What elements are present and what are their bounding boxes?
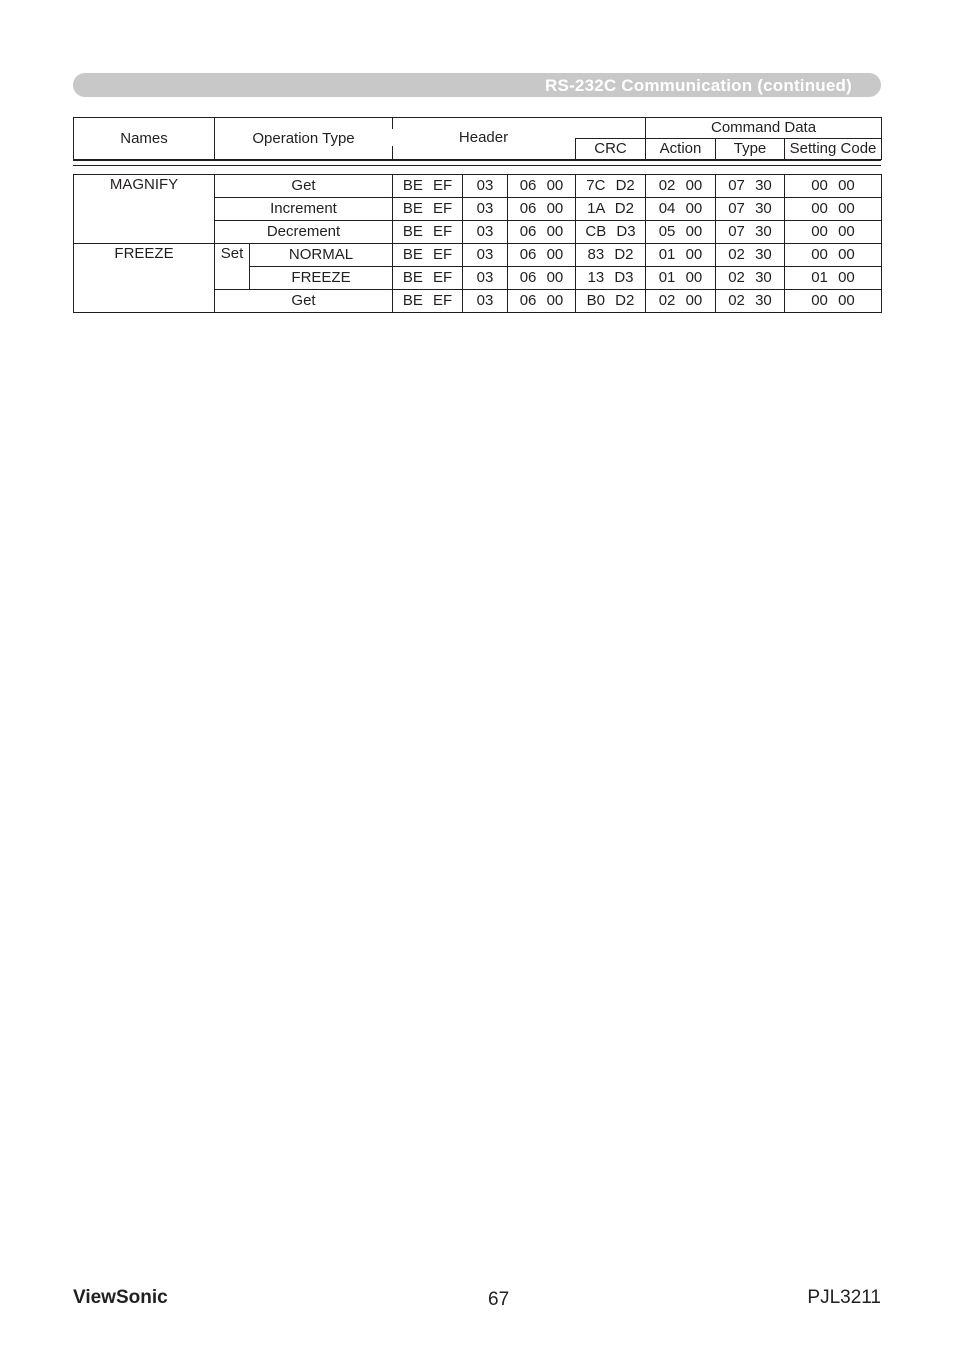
cell-type: 07 30 [716, 175, 785, 198]
cell-header-2: 03 [463, 198, 508, 221]
cell-header-2: 03 [463, 290, 508, 313]
header-separator-line [73, 165, 881, 166]
table-row [74, 244, 882, 267]
cell-crc: B0 D2 [576, 290, 646, 313]
cell-header-2: 03 [463, 267, 508, 290]
section-header-bar [73, 73, 881, 97]
cell-operation: NORMAL [250, 244, 393, 267]
cell-action: 01 00 [646, 267, 716, 290]
cell-header-1: BE EF [393, 198, 463, 221]
cell-type: 02 30 [716, 267, 785, 290]
cell-header-3: 06 00 [508, 198, 576, 221]
cell-header-3: 06 00 [508, 267, 576, 290]
cell-crc: 13 D3 [576, 267, 646, 290]
cell-header-1: BE EF [393, 221, 463, 244]
cell-operation: Decrement [215, 221, 393, 244]
cell-header-2: 03 [463, 175, 508, 198]
header-setting-code: Setting Code [785, 139, 882, 160]
cell-type: 02 30 [716, 244, 785, 267]
cell-header-1: BE EF [393, 290, 463, 313]
cell-header-1: BE EF [393, 267, 463, 290]
header-action: Action [646, 139, 716, 160]
cell-header-2: 03 [463, 221, 508, 244]
cell-setting-code: 00 00 [785, 221, 882, 244]
cell-header-1: BE EF [393, 244, 463, 267]
cell-setting-code: 00 00 [785, 290, 882, 313]
header-names: Names [74, 118, 215, 160]
cell-action: 02 00 [646, 290, 716, 313]
cell-action: 02 00 [646, 175, 716, 198]
header-type: Type [716, 139, 785, 160]
table-row [74, 175, 882, 198]
cell-header-1: BE EF [393, 175, 463, 198]
cell-set-label: Set [215, 244, 250, 290]
cell-setting-code: 00 00 [785, 198, 882, 221]
cell-action: 05 00 [646, 221, 716, 244]
cell-crc: 7C D2 [576, 175, 646, 198]
header-separator-line [73, 160, 881, 161]
cell-header-3: 06 00 [508, 244, 576, 267]
footer-page-number: 67 [488, 1289, 510, 1310]
cell-header-2: 03 [463, 244, 508, 267]
cell-operation: Get [215, 175, 393, 198]
cell-setting-code: 00 00 [785, 175, 882, 198]
cell-type: 07 30 [716, 198, 785, 221]
cell-setting-code: 01 00 [785, 267, 882, 290]
cell-type: 07 30 [716, 221, 785, 244]
header-crc: CRC [576, 139, 646, 160]
cell-crc: 83 D2 [576, 244, 646, 267]
cell-type: 02 30 [716, 290, 785, 313]
command-table-body [73, 174, 882, 313]
cell-action: 01 00 [646, 244, 716, 267]
header-header-text: Header [392, 129, 575, 146]
cell-header-3: 06 00 [508, 175, 576, 198]
header-operation-type: Operation Type [215, 118, 393, 160]
cell-operation: Get [215, 290, 393, 313]
cell-crc: 1A D2 [576, 198, 646, 221]
header-command-data: Command Data [646, 118, 882, 139]
footer-brand: ViewSonic [73, 1287, 168, 1308]
row-name-freeze: FREEZE [74, 244, 215, 313]
cell-crc: CB D3 [576, 221, 646, 244]
cell-operation: FREEZE [250, 267, 393, 290]
cell-setting-code: 00 00 [785, 244, 882, 267]
row-name-magnify: MAGNIFY [74, 175, 215, 244]
footer-model: PJL3211 [807, 1287, 881, 1308]
cell-action: 04 00 [646, 198, 716, 221]
cell-operation: Increment [215, 198, 393, 221]
cell-header-3: 06 00 [508, 221, 576, 244]
cell-header-3: 06 00 [508, 290, 576, 313]
section-title: RS-232C Communication (continued) [545, 76, 852, 95]
